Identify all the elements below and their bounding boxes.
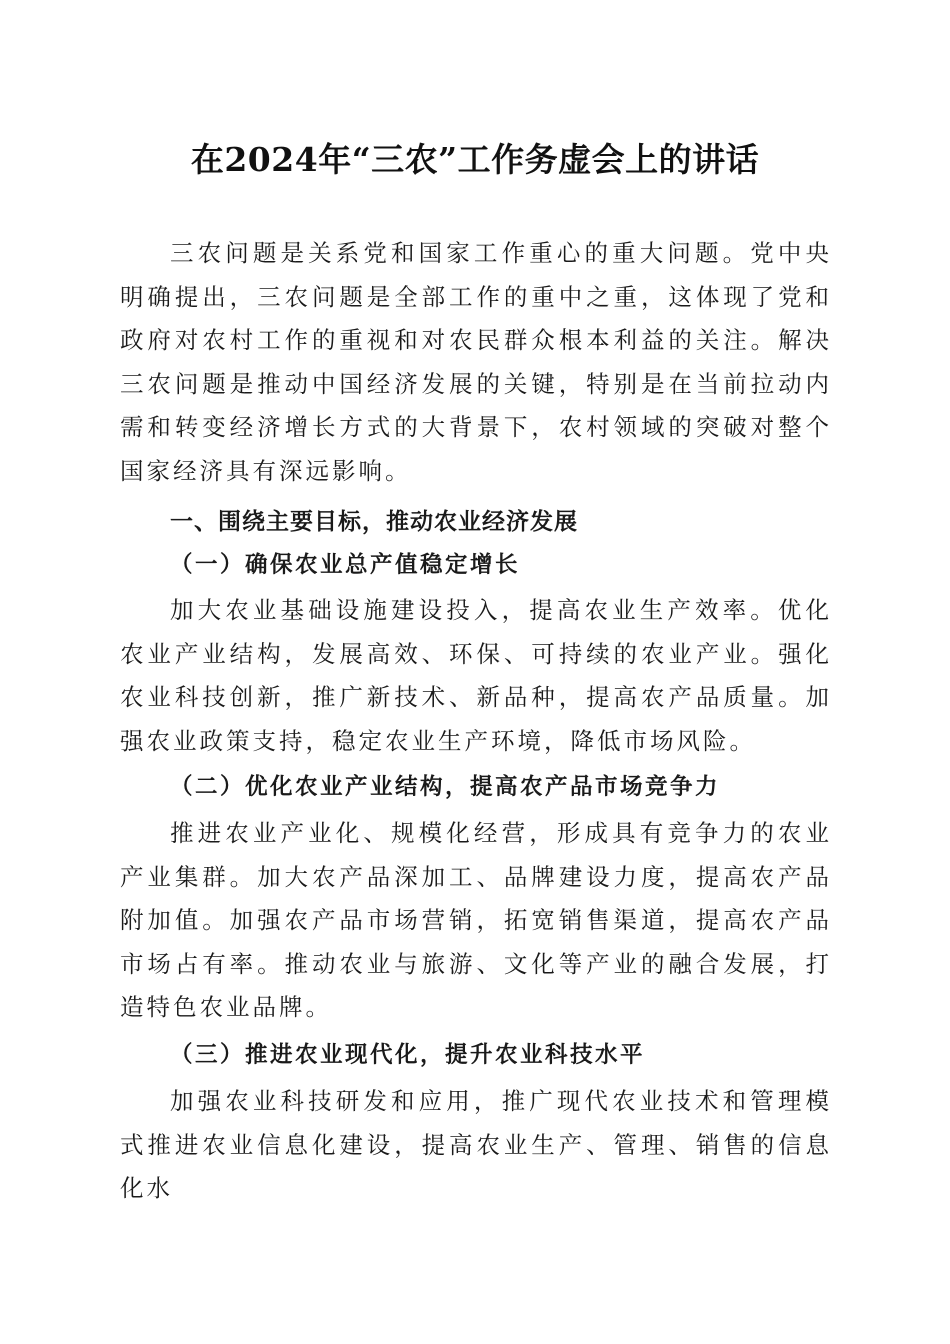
body-paragraph: 推进农业产业化、规模化经营，形成具有竞争力的农业产业集群。加大农产品深加工、品牌建设力度，提高农产品附加值。加强农产品市场营销，拓宽销售渠道，提高农产品市场占有率。推动农业与旅游、文化等产业的融合发展，打造特色农业品牌。 bbox=[120, 819, 832, 1022]
section-heading: 一、围绕主要目标，推动农业经济发展 bbox=[170, 509, 578, 535]
subsection-heading: （二）优化农业产业结构，提高农产品市场竞争力 bbox=[170, 774, 721, 800]
body-paragraph: 加强农业科技研发和应用，推广现代农业技术和管理模式推进农业信息化建设，提高农业生产、管理、销售的信息化水 bbox=[120, 1087, 832, 1203]
document-title: 在2024年“三农”工作务虚会上的讲话 bbox=[190, 140, 760, 179]
body-paragraph: 加大农业基础设施建设投入，提高农业生产效率。优化农业产业结构，发展高效、环保、可持续的农业产业。强化农业科技创新，推广新技术、新品种，提高农产品质量。加强农业政策支持，稳定农业生产环境，降低市场风险。 bbox=[120, 596, 832, 755]
subsection-heading: （三）推进农业现代化，提升农业科技水平 bbox=[170, 1042, 646, 1068]
intro-paragraph: 三农问题是关系党和国家工作重心的重大问题。党中央明确提出，三农问题是全部工作的重中之重，这体现了党和政府对农村工作的重视和对农民群众根本利益的关注。解决三农问题是推动中国经济发展的关键，特别是在当前拉动内需和转变经济增长方式的大背景下，农村领域的突破对整个国家经济具有深远影响。 bbox=[120, 239, 832, 485]
subsection-heading: （一）确保农业总产值稳定增长 bbox=[170, 552, 521, 578]
